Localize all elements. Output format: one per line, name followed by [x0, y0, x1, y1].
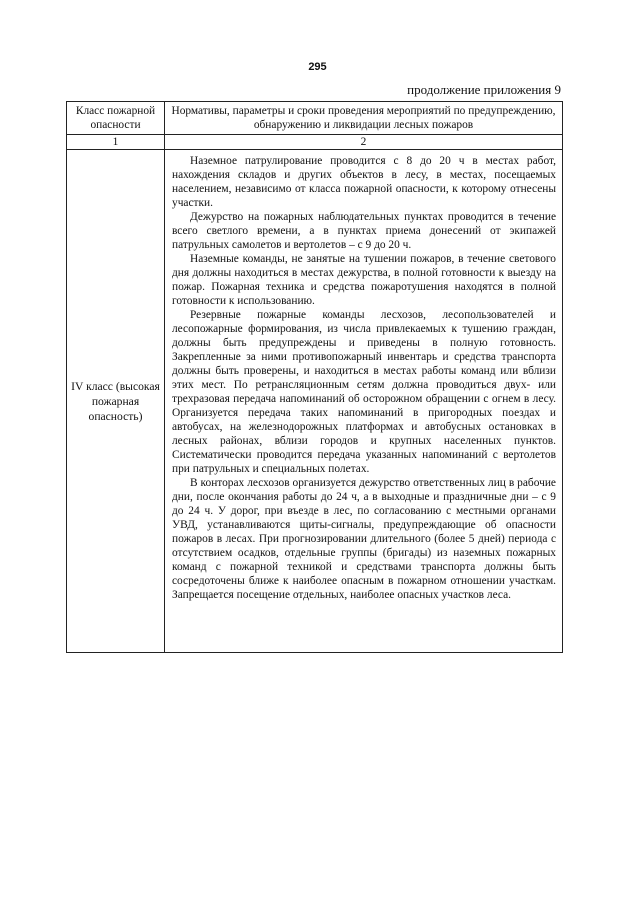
fire-class-cell: IV класс (высокая пожарная опасность): [67, 150, 165, 653]
column-header-fire-class: Класс пожарной опасности: [67, 102, 165, 135]
paragraph-ground-teams: Наземные команды, не занятые на тушении пожаров, в течение светового дня должны находиться в местах дежурства, в полной готовности к выезду на пожар. Пожарная техника и средства пожаротушения находятся в полной готовности к использованию.: [172, 253, 556, 307]
paragraph-watch-duty: Дежурство на пожарных наблюдательных пунктах проводится в течение всего светлого времени, а в пунктах приема донесений от экипажей патрульных самолетов и вертолетов – с 9 до 20 ч.: [172, 211, 556, 251]
table-header-row: [67, 102, 563, 135]
column-number-row: [67, 135, 563, 150]
continuation-note: продолжение приложения 9: [407, 82, 561, 97]
regulations-table: [66, 101, 563, 653]
page-number: 295: [308, 61, 327, 73]
column-number-1: 1: [67, 135, 165, 150]
paragraph-reserve-teams: Резервные пожарные команды лесхозов, лесопользователей и лесопожарные формирования, из числа привлекаемых к тушению граждан, должны быть предупреждены и приведены в полную готовность. Закрепленные за ними противопожарный инвентарь и средства транспорта должны быть проверены, и находиться в местах работы команд или вблизи этих мест. По ретрансляционным сетям должна проводиться двух- или трехразовая передача напоминаний об осторожном обращении с огнем в лесу. Организуется передача таких напоминаний в пригородных поездах и автобусах, на железнодорожных платформах и автобусных остановках в лесных районах, вблизи городов и крупных населенных пунктов. Систематически проводится передача указанных напоминаний с вертолетов при патрульных и специальных полетах.: [172, 309, 556, 475]
table-row: [67, 150, 563, 653]
column-number-2: 2: [165, 135, 563, 150]
column-header-regulations: Нормативы, параметры и сроки проведения мероприятий по предупреждению, обнаружению и ликвидации лесных пожаров: [165, 102, 563, 135]
paragraph-ground-patrol: Наземное патрулирование проводится с 8 до 20 ч в местах работ, нахождения складов и других объектов в лесу, в местах, посещаемых населением, независимо от класса пожарной опасности, к которому отнесены участки.: [172, 155, 556, 209]
paragraph-office-duty: В конторах лесхозов организуется дежурство ответственных лиц в рабочие дни, после окончания работы до 24 ч, а в выходные и праздничные дни – с 9 до 24 ч. У дорог, при въезде в лес, по согласованию с местными органами УВД, устанавливаются щиты-сигналы, предупреждающие об опасности пожаров в лесах. При прогнозировании длительного (более 5 дней) периода с отсутствием осадков, отдельные группы (бригады) из наземных пожарных команд с пожарной техникой и средствами транспорта должны быть сосредоточены ближе к наиболее опасным в пожарном отношении участкам. Запрещается посещение отдельных, наиболее опасных участков леса.: [172, 477, 556, 601]
regulations-cell: [165, 150, 563, 653]
